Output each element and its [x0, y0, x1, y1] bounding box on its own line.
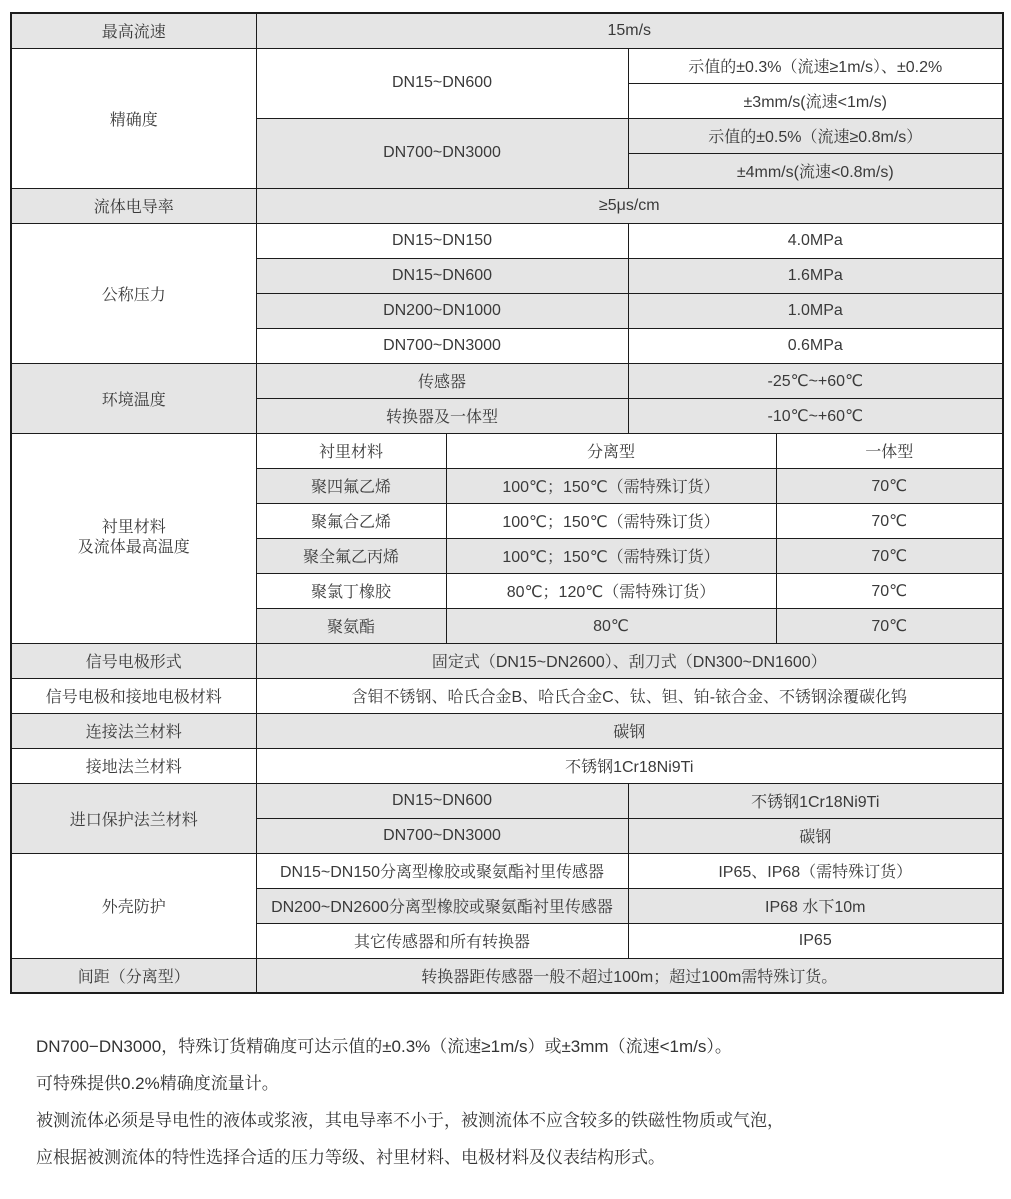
lining-remote-temp: 80℃ [446, 608, 776, 643]
spec-row-label: 环境温度 [11, 363, 256, 433]
lining-header-material: 衬里材料 [256, 433, 446, 468]
spec-row-label: 公称压力 [11, 223, 256, 363]
spec-sub-label: DN15~DN150分离型橡胶或聚氨酯衬里传感器 [256, 853, 628, 888]
spec-row-label: 进口保护法兰材料 [11, 783, 256, 853]
spec-sub-label: DN200~DN2600分离型橡胶或聚氨酯衬里传感器 [256, 888, 628, 923]
row-ambient-1 [11, 363, 1003, 398]
spec-value: 不锈钢1Cr18Ni9Ti [628, 783, 1003, 818]
lining-integral-temp: 70℃ [776, 538, 1003, 573]
row-pressure-1 [11, 223, 1003, 258]
spec-sub-label: DN15~DN600 [256, 783, 628, 818]
spec-row-label: 流体电导率 [11, 188, 256, 223]
spec-sub-label: DN700~DN3000 [256, 118, 628, 188]
row-separation [11, 958, 1003, 993]
footnote-line: 可特殊提供0.2%精确度流量计。 [36, 1074, 279, 1093]
spec-sub-label: DN200~DN1000 [256, 293, 628, 328]
lining-remote-temp: 100℃；150℃（需特殊订货） [446, 503, 776, 538]
row-electrode-material [11, 678, 1003, 713]
spec-row-label: 外壳防护 [11, 853, 256, 958]
lining-material: 聚四氟乙烯 [256, 468, 446, 503]
spec-value: 含钼不锈钢、哈氏合金B、哈氏合金C、钛、钽、铂-铱合金、不锈钢涂覆碳化钨 [256, 678, 1003, 713]
spec-value: 固定式（DN15~DN2600）、刮刀式（DN300~DN1600） [256, 643, 1003, 678]
lining-material: 聚氨酯 [256, 608, 446, 643]
spec-row-label [11, 433, 256, 643]
lining-material: 聚氯丁橡胶 [256, 573, 446, 608]
footnotes [36, 1028, 1011, 1176]
spec-value: 示值的±0.3%（流速≥1m/s）、±0.2% [628, 48, 1003, 83]
row-accuracy-1 [11, 48, 1003, 83]
row-enclosure-1 [11, 853, 1003, 888]
spec-value: -25℃~+60℃ [628, 363, 1003, 398]
spec-sub-label: DN700~DN3000 [256, 328, 628, 363]
spec-sub-label: 其它传感器和所有转换器 [256, 923, 628, 958]
lining-material: 聚全氟乙丙烯 [256, 538, 446, 573]
spec-row-label-line1: 衬里材料 [101, 519, 166, 536]
spec-row-label: 信号电极和接地电极材料 [11, 678, 256, 713]
spec-row-label: 最高流速 [11, 13, 256, 48]
spec-row-label: 连接法兰材料 [11, 713, 256, 748]
row-electrode-form [11, 643, 1003, 678]
row-connect-flange [11, 713, 1003, 748]
row-conductivity [11, 188, 1003, 223]
spec-value: IP65 [628, 923, 1003, 958]
spec-row-label: 接地法兰材料 [11, 748, 256, 783]
spec-value: 不锈钢1Cr18Ni9Ti [256, 748, 1003, 783]
lining-integral-temp: 70℃ [776, 573, 1003, 608]
lining-remote-temp: 100℃；150℃（需特殊订货） [446, 468, 776, 503]
row-max-velocity [11, 13, 1003, 48]
spec-value: 1.6MPa [628, 258, 1003, 293]
spec-row-label-line2: 及流体最高温度 [77, 539, 190, 556]
spec-value: 4.0MPa [628, 223, 1003, 258]
spec-value: 示值的±0.5%（流速≥0.8m/s） [628, 118, 1003, 153]
lining-header-remote: 分离型 [446, 433, 776, 468]
spec-sub-label: DN700~DN3000 [256, 818, 628, 853]
spec-value: 1.0MPa [628, 293, 1003, 328]
footnote-line: DN700−DN3000，特殊订货精确度可达示值的±0.3%（流速≥1m/s）或±3mm（流速<1m/s）。 [36, 1037, 732, 1056]
spec-row-label: 精确度 [11, 48, 256, 188]
spec-value: ±4mm/s(流速<0.8m/s) [628, 153, 1003, 188]
spec-sub-label: 传感器 [256, 363, 628, 398]
lining-header-integral: 一体型 [776, 433, 1003, 468]
lining-material: 聚氟合乙烯 [256, 503, 446, 538]
footnote-line: 被测流体必须是导电性的液体或浆液，其电导率不小于，被测流体不应含较多的铁磁性物质或气泡， [36, 1111, 784, 1130]
row-inlet-flange-1 [11, 783, 1003, 818]
row-lining-header [11, 433, 1003, 468]
row-ground-flange [11, 748, 1003, 783]
spec-row-label: 间距（分离型） [11, 958, 256, 993]
lining-integral-temp: 70℃ [776, 503, 1003, 538]
spec-value: 转换器距传感器一般不超过100m；超过100m需特殊订货。 [256, 958, 1003, 993]
spec-table [10, 12, 1004, 994]
lining-remote-temp: 100℃；150℃（需特殊订货） [446, 538, 776, 573]
spec-value: ±3mm/s(流速<1m/s) [628, 83, 1003, 118]
spec-value: ≥5μs/cm [256, 188, 1003, 223]
spec-sub-label: DN15~DN600 [256, 258, 628, 293]
spec-sub-label: DN15~DN150 [256, 223, 628, 258]
spec-sub-label: 转换器及一体型 [256, 398, 628, 433]
spec-sub-label: DN15~DN600 [256, 48, 628, 118]
spec-value: 碳钢 [628, 818, 1003, 853]
spec-row-label: 信号电极形式 [11, 643, 256, 678]
footnote-line: 应根据被测流体的特性选择合适的压力等级、衬里材料、电极材料及仪表结构形式。 [36, 1148, 665, 1167]
spec-value: 碳钢 [256, 713, 1003, 748]
spec-value: 15m/s [256, 13, 1003, 48]
spec-value: 0.6MPa [628, 328, 1003, 363]
spec-value: IP68 水下10m [628, 888, 1003, 923]
lining-integral-temp: 70℃ [776, 608, 1003, 643]
spec-value: IP65、IP68（需特殊订货） [628, 853, 1003, 888]
spec-value: -10℃~+60℃ [628, 398, 1003, 433]
lining-integral-temp: 70℃ [776, 468, 1003, 503]
lining-remote-temp: 80℃；120℃（需特殊订货） [446, 573, 776, 608]
